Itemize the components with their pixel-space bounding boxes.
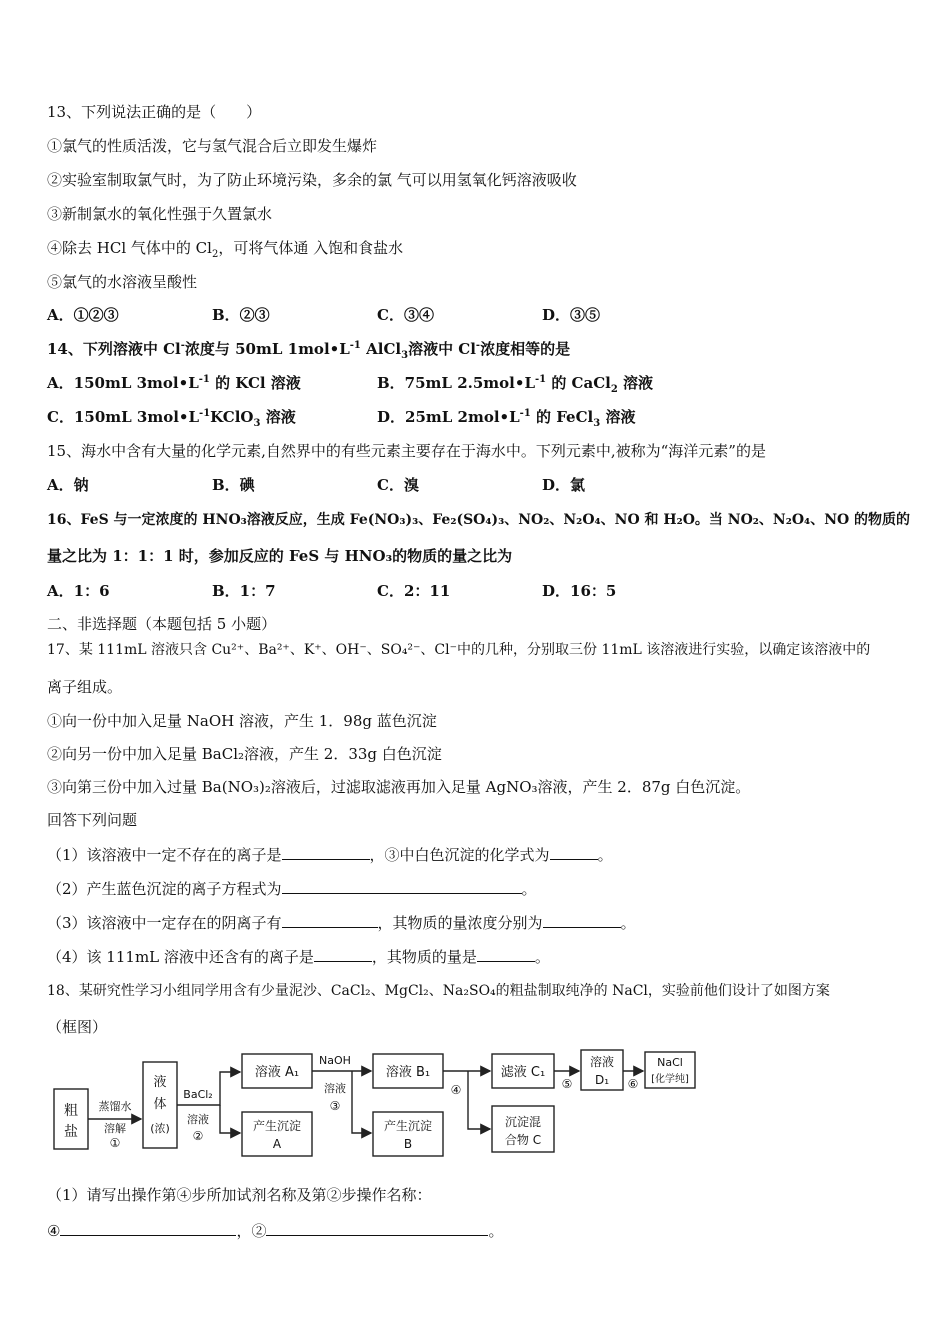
q17-stem-line1: 17、某 111mL 溶液只含 Cu²⁺、Ba²⁺、K⁺、OH⁻、SO₄²⁻、Cl⁻中的几种，分别取三份 11mL 该溶液进行实验，以确定该溶液中的 [47,642,871,658]
q14-option-b: B．75mL $2.5mol•L^{-1}$ 的 CaCl$_2$ 溶液 [377,374,654,395]
step3-reagent: NaOH [319,1054,351,1067]
answer-blank[interactable] [543,912,621,928]
step2-reagent: 溶液 [187,1113,209,1126]
q17-sub-3: （3）该溶液中一定存在的阴离子有 ，其物质的量浓度分别为 。 [47,914,636,932]
q16-option-c: C．2：11 [377,582,451,600]
q17-stem-line2: 离子组成。 [47,678,123,696]
q14-option-d: D．25mL $2mol•L^{-1}$ 的 FeCl$_3$ 溶液 [377,408,636,429]
answer-blank[interactable] [282,912,378,928]
step6-number: ⑥ [627,1077,639,1091]
q13-statement-3: ③新制氯水的氧化性强于久置氯水 [47,205,273,223]
crude-salt-label: 盐 [64,1124,78,1140]
q15-option-a: A．钠 [47,476,89,494]
flow-diagram [48,1044,708,1162]
crude-salt-label: 粗 [64,1103,78,1119]
answer-blank[interactable] [282,878,522,894]
step4-number: ④ [450,1083,462,1097]
q15-option-b: B．碘 [212,476,255,494]
q16-stem-line1: 16、FeS 与一定浓度的 HNO₃溶液反应，生成 Fe(NO₃)₃、Fe₂(SO₄)₃、NO₂、N₂O₄、NO 和 H₂O。当 NO₂、N₂O₄、NO 的物质的 [47,512,911,528]
precipitate-a-label: A [272,1137,282,1151]
liquid-label: 液 [153,1075,167,1090]
q18-stem-line2: （框图） [47,1018,108,1036]
q15-stem: 15、海水中含有大量的化学元素,自然界中的有些元素主要存在于海水中。下列元素中,被称为“海洋元素”的是 [47,442,766,460]
q13-option-d: D．③⑤ [542,306,601,324]
precipitate-a-label: 产生沉淀 [252,1119,302,1133]
q13-option-b: B．②③ [212,306,270,324]
liquid-label: (浓) [150,1122,170,1135]
liquid-label: 体 [153,1097,167,1112]
q17-sub-2: （2）产生蓝色沉淀的离子方程式为 。 [47,880,537,898]
precipitate-b-label: 产生沉淀 [383,1119,433,1133]
q17-sub-4: （4）该 111mL 溶液中还含有的离子是 ，其物质的量是 。 [47,948,550,966]
q16-option-b: B．1：7 [212,582,276,600]
step5-number: ⑤ [561,1077,573,1091]
flow-arrow [468,1071,490,1129]
solution-a-label: 溶液 A₁ [254,1065,300,1080]
q17-experiment-2: ②向另一份中加入足量 BaCl₂溶液，产生 2．33g 白色沉淀 [47,745,442,763]
filtrate-c-label: 滤液 C₁ [500,1065,546,1080]
q17-experiment-3: ③向第三份中加入过量 Ba(NO₃)₂溶液后，过滤取滤液再加入足量 AgNO₃溶液，产生 2．87g 白色沉淀。 [47,778,751,796]
q17-sub-1: （1）该溶液中一定不存在的离子是 ，③中白色沉淀的化学式为 。 [47,846,613,864]
q14-option-a: A．150mL $3mol•L^{-1}$ 的 KCl 溶液 [47,374,301,392]
step2-number: ② [192,1129,204,1143]
precipitate-b-label: B [403,1137,413,1151]
q16-option-a: A．1：6 [47,582,110,600]
q13-statement-5: ⑤氯气的水溶液呈酸性 [47,273,198,291]
q18-stem-line1: 18、某研究性学习小组同学用含有少量泥沙、CaCl₂、MgCl₂、Na₂SO₄的粗盐制取纯净的 NaCl，实验前他们设计了如图方案 [47,983,830,999]
q14-option-c: C．150mL $3mol•L^{-1}KClO_3$ 溶液 [47,408,296,429]
flow-arrow [352,1071,371,1133]
q18-sub-1-answer: ④ ，② 。 [47,1222,504,1240]
step1-action: 溶解 [104,1122,126,1135]
q16-stem-line2: 量之比为 1：1：1 时，参加反应的 FeS 与 HNO₃的物质的量之比为 [47,547,513,565]
step2-reagent: BaCl₂ [183,1088,213,1101]
answer-blank[interactable] [266,1220,488,1236]
step1-number: ① [109,1136,121,1150]
solution-d-label: D₁ [594,1073,610,1087]
step3-reagent: 溶液 [324,1082,346,1095]
solution-b-label: 溶液 B₁ [385,1065,431,1080]
step3-number: ③ [329,1099,341,1113]
q15-option-d: D．氯 [542,476,586,494]
section-2-heading: 二、非选择题（本题包括 5 小题） [47,615,277,633]
mixture-c-label: 合物 C [504,1133,542,1147]
q13-statement-2: ②实验室制取氯气时，为了防止环境污染，多余的氯 气可以用氢氧化钙溶液吸收 [47,171,577,189]
q17-answer-prompt: 回答下列问题 [47,811,138,829]
q13-statement-1: ①氯气的性质活泼，它与氢气混合后立即发生爆炸 [47,137,378,155]
q18-sub-1: （1）请写出操作第④步所加试剂名称及第②步操作名称： [47,1186,432,1204]
flow-arrow [220,1105,240,1133]
nacl-label: [化学纯] [651,1074,689,1085]
answer-blank[interactable] [550,844,598,860]
mixture-c-label: 沉淀混 [504,1115,542,1129]
answer-blank[interactable] [477,946,535,962]
solution-d-label: 溶液 [589,1055,615,1069]
nacl-label: NaCl [657,1056,683,1069]
step1-reagent: 蒸馏水 [98,1100,132,1113]
answer-blank[interactable] [282,844,370,860]
q14-stem: 14、下列溶液中 Cl-浓度与 50mL $1mol•L^{-1}$ AlCl$_3$溶液中 Cl-浓度相等的是 [47,340,571,361]
q15-option-c: C．溴 [377,476,419,494]
q17-experiment-1: ①向一份中加入足量 NaOH 溶液，产生 1．98g 蓝色沉淀 [47,712,437,730]
q13-option-a: A．①②③ [47,306,119,324]
answer-blank[interactable] [314,946,372,962]
q16-option-d: D．16：5 [542,582,617,600]
answer-blank[interactable] [60,1220,236,1236]
q13-option-c: C．③④ [377,306,434,324]
q13-stem: 13、下列说法正确的是（ ） [47,103,262,121]
crude-salt-box [54,1089,88,1149]
q13-statement-4: ④除去 HCl 气体中的 $Cl_2$，可将气体通 入饱和食盐水 [47,239,404,260]
